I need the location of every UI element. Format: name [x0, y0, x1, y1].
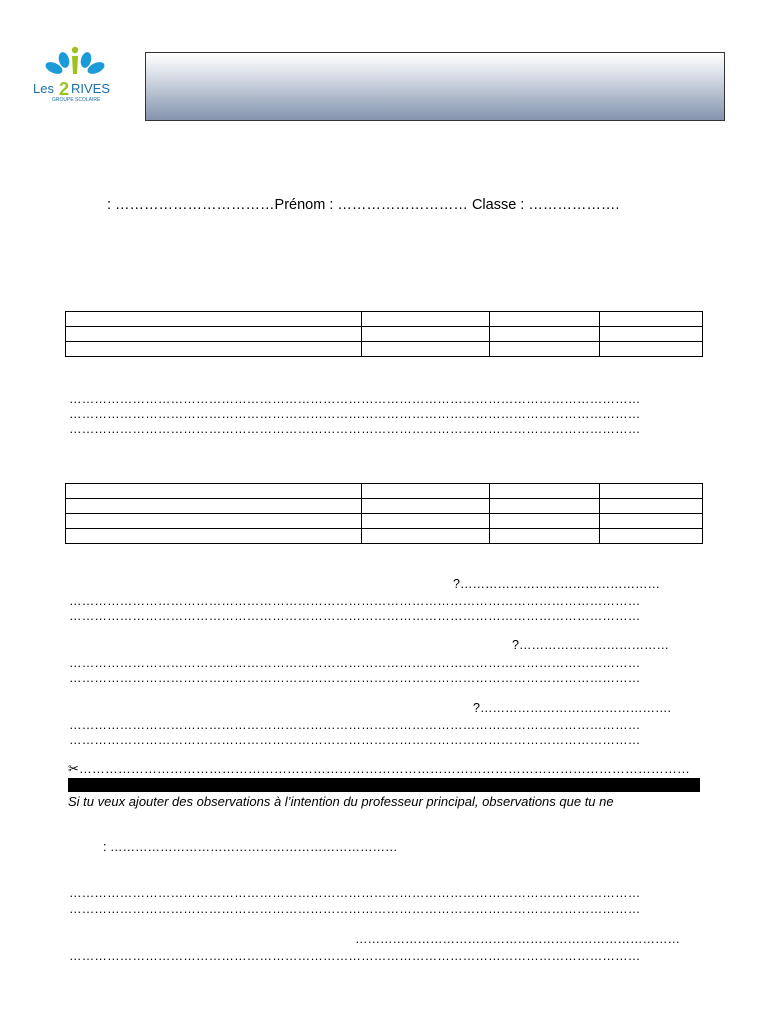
dotted-line: ……………………………………………………………………………………………………………………… [69, 594, 641, 608]
table-2 [65, 483, 703, 544]
dotted-line: ……………………………………………………………………………………………………………………… [69, 422, 641, 436]
dotted-line: ……………………………………………………………………………………………………………………… [69, 609, 641, 623]
dotted-line: ……………………………………………………………………………………………………………………… [69, 949, 641, 963]
table-row [66, 499, 703, 514]
svg-text:Les: Les [33, 81, 54, 96]
dotted-line: ……………………………………………………………………………………………………………………… [69, 407, 641, 421]
table-row [66, 514, 703, 529]
question-1-answer-start: ?………………………………………… [453, 577, 660, 591]
student-identity-line: : ……………………………Prénom : ……………………… Classe : ………………. [107, 197, 620, 213]
dotted-line: ……………………………………………………………………………………………………………………… [69, 718, 641, 732]
dotted-line: ……………………………………………………………………………………………………………………… [69, 902, 641, 916]
question-2-answer-start: ?……………………………… [512, 638, 669, 652]
dotted-line: ……………………………………………………………………………………………………………………… [69, 886, 641, 900]
table-row [66, 529, 703, 544]
les2rives-logo [30, 44, 120, 104]
table-row [66, 327, 703, 342]
table-1 [65, 311, 703, 357]
table-row [66, 342, 703, 357]
section-divider-bar [68, 778, 700, 792]
table-row [66, 312, 703, 327]
dotted-line: ……………………………………………………………………………………………………………………… [69, 392, 641, 406]
svg-text:GROUPE SCOLAIRE: GROUPE SCOLAIRE [52, 97, 101, 103]
svg-text:RIVES: RIVES [71, 81, 111, 96]
dotted-line: ……………………………………………………………………………………………………………………… [69, 733, 641, 747]
svg-text:2: 2 [59, 79, 70, 99]
observation-instruction: Si tu veux ajouter des observations à l’intention du professeur principal, observations que tu ne [68, 794, 614, 809]
dotted-line: ……………………………………………………………………………………………………………………… [69, 656, 641, 670]
cut-line: ✂…………………………………………………………………………………………………………………………… [68, 761, 690, 776]
partial-dotted-line: …………………………………………………………………… [355, 932, 680, 946]
name-line: : …………………………………………………………… [103, 840, 398, 854]
title-banner [145, 52, 725, 121]
question-3-answer-start: ?………………………………………. [473, 701, 671, 715]
table-row [66, 484, 703, 499]
dotted-line: ……………………………………………………………………………………………………………………… [69, 671, 641, 685]
